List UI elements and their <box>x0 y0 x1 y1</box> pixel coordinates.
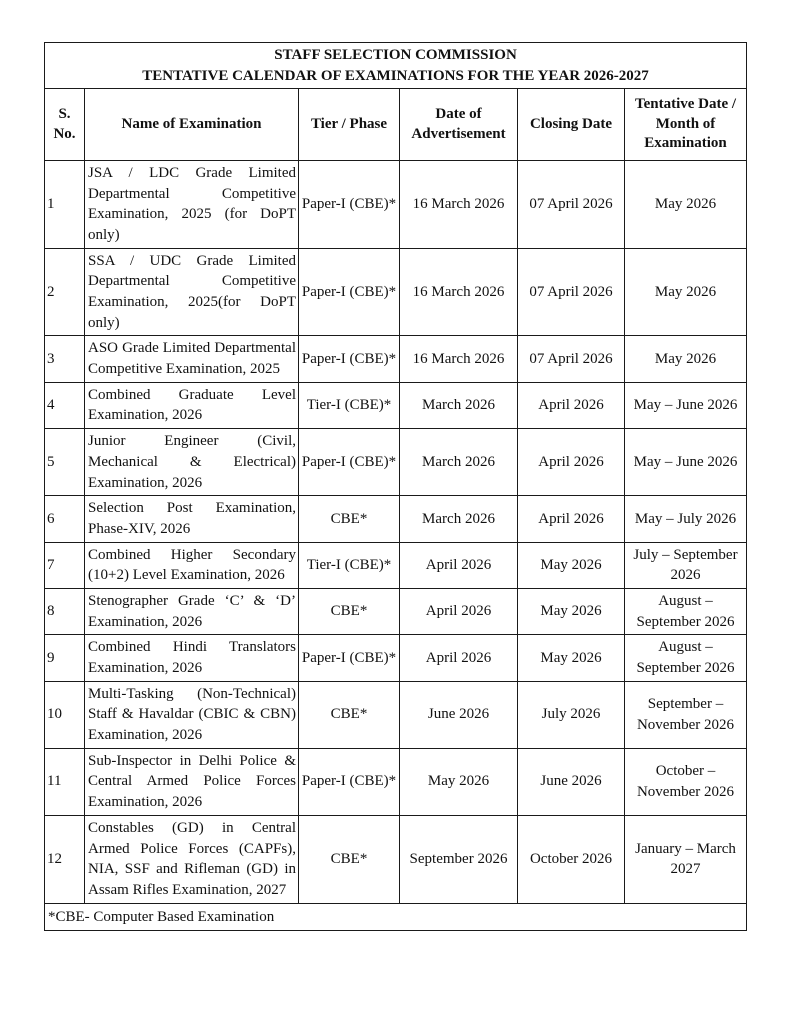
cell-advertisement-date: 16 March 2026 <box>400 248 518 336</box>
table-row <box>45 382 747 428</box>
footnote: *CBE- Computer Based Examination <box>45 903 747 930</box>
cell-exam-name: Combined Hindi Translators Examination, 2026 <box>85 635 299 681</box>
footnote-row <box>45 903 747 930</box>
cell-exam-name: Multi-Tasking (Non-Technical) Staff & Havaldar (CBIC & CBN) Examination, 2026 <box>85 681 299 748</box>
cell-advertisement-date: 16 March 2026 <box>400 336 518 382</box>
table-row <box>45 748 747 815</box>
col-header-tier-phase: Tier / Phase <box>299 89 400 161</box>
cell-tentative-date: September – November 2026 <box>625 681 747 748</box>
cell-serial-number: 1 <box>45 160 85 248</box>
cell-tentative-date: July – September 2026 <box>625 542 747 588</box>
cell-advertisement-date: April 2026 <box>400 542 518 588</box>
cell-closing-date: April 2026 <box>518 496 625 542</box>
cell-exam-name: Sub-Inspector in Delhi Police & Central Armed Police Forces Examination, 2026 <box>85 748 299 815</box>
cell-tier-phase: Tier-I (CBE)* <box>299 382 400 428</box>
cell-advertisement-date: April 2026 <box>400 588 518 634</box>
cell-closing-date: July 2026 <box>518 681 625 748</box>
cell-exam-name: Combined Graduate Level Examination, 2026 <box>85 382 299 428</box>
table-row <box>45 542 747 588</box>
table-body <box>45 160 747 903</box>
cell-tentative-date: May 2026 <box>625 160 747 248</box>
header-row <box>45 89 747 161</box>
title-row <box>45 43 747 89</box>
cell-serial-number: 9 <box>45 635 85 681</box>
cell-serial-number: 11 <box>45 748 85 815</box>
title-line-1: STAFF SELECTION COMMISSION <box>274 47 517 63</box>
table-row <box>45 815 747 903</box>
cell-serial-number: 5 <box>45 429 85 496</box>
document-title <box>45 43 747 89</box>
cell-exam-name: Junior Engineer (Civil, Mechanical & Electrical) Examination, 2026 <box>85 429 299 496</box>
cell-tier-phase: CBE* <box>299 588 400 634</box>
cell-tentative-date: August – September 2026 <box>625 635 747 681</box>
table-row <box>45 681 747 748</box>
cell-tier-phase: Paper-I (CBE)* <box>299 429 400 496</box>
cell-exam-name: SSA / UDC Grade Limited Departmental Competitive Examination, 2025(for DoPT only) <box>85 248 299 336</box>
cell-tentative-date: May – June 2026 <box>625 382 747 428</box>
title-line-2: TENTATIVE CALENDAR OF EXAMINATIONS FOR THE YEAR 2026-2027 <box>142 67 649 84</box>
cell-tier-phase: Tier-I (CBE)* <box>299 542 400 588</box>
cell-advertisement-date: September 2026 <box>400 815 518 903</box>
cell-closing-date: May 2026 <box>518 588 625 634</box>
cell-advertisement-date: June 2026 <box>400 681 518 748</box>
table-row <box>45 160 747 248</box>
cell-tier-phase: Paper-I (CBE)* <box>299 336 400 382</box>
cell-tier-phase: Paper-I (CBE)* <box>299 748 400 815</box>
cell-closing-date: June 2026 <box>518 748 625 815</box>
col-header-advertisement-date: Date of Advertisement <box>400 89 518 161</box>
cell-tentative-date: May – July 2026 <box>625 496 747 542</box>
cell-tentative-date: May 2026 <box>625 248 747 336</box>
exam-calendar-table <box>44 42 747 931</box>
cell-serial-number: 6 <box>45 496 85 542</box>
cell-closing-date: 07 April 2026 <box>518 248 625 336</box>
cell-closing-date: April 2026 <box>518 429 625 496</box>
cell-serial-number: 8 <box>45 588 85 634</box>
table-row <box>45 336 747 382</box>
cell-tentative-date: May 2026 <box>625 336 747 382</box>
col-header-serial-number: S. No. <box>45 89 85 161</box>
cell-tier-phase: CBE* <box>299 496 400 542</box>
table-row <box>45 635 747 681</box>
cell-serial-number: 10 <box>45 681 85 748</box>
table-row <box>45 429 747 496</box>
table-row <box>45 496 747 542</box>
cell-exam-name: Constables (GD) in Central Armed Police Forces (CAPFs), NIA, SSF and Rifleman (GD) in Assam Rifles Examination, 2027 <box>85 815 299 903</box>
cell-tier-phase: Paper-I (CBE)* <box>299 248 400 336</box>
cell-advertisement-date: March 2026 <box>400 382 518 428</box>
cell-tier-phase: CBE* <box>299 815 400 903</box>
cell-serial-number: 12 <box>45 815 85 903</box>
cell-serial-number: 2 <box>45 248 85 336</box>
cell-advertisement-date: March 2026 <box>400 429 518 496</box>
cell-closing-date: October 2026 <box>518 815 625 903</box>
cell-advertisement-date: 16 March 2026 <box>400 160 518 248</box>
cell-closing-date: May 2026 <box>518 542 625 588</box>
cell-closing-date: 07 April 2026 <box>518 160 625 248</box>
cell-tentative-date: January – March 2027 <box>625 815 747 903</box>
cell-advertisement-date: March 2026 <box>400 496 518 542</box>
cell-tentative-date: August – September 2026 <box>625 588 747 634</box>
cell-tier-phase: Paper-I (CBE)* <box>299 635 400 681</box>
cell-closing-date: May 2026 <box>518 635 625 681</box>
cell-tentative-date: October – November 2026 <box>625 748 747 815</box>
cell-tier-phase: Paper-I (CBE)* <box>299 160 400 248</box>
cell-closing-date: April 2026 <box>518 382 625 428</box>
cell-advertisement-date: May 2026 <box>400 748 518 815</box>
cell-serial-number: 4 <box>45 382 85 428</box>
table-row <box>45 588 747 634</box>
cell-tentative-date: May – June 2026 <box>625 429 747 496</box>
col-header-tentative-date: Tentative Date / Month of Examination <box>625 89 747 161</box>
cell-exam-name: Combined Higher Secondary (10+2) Level Examination, 2026 <box>85 542 299 588</box>
col-header-exam-name: Name of Examination <box>85 89 299 161</box>
cell-serial-number: 7 <box>45 542 85 588</box>
cell-serial-number: 3 <box>45 336 85 382</box>
cell-tier-phase: CBE* <box>299 681 400 748</box>
cell-exam-name: Stenographer Grade ‘C’ & ‘D’ Examination, 2026 <box>85 588 299 634</box>
col-header-closing-date: Closing Date <box>518 89 625 161</box>
cell-closing-date: 07 April 2026 <box>518 336 625 382</box>
cell-exam-name: Selection Post Examination, Phase-XIV, 2026 <box>85 496 299 542</box>
cell-advertisement-date: April 2026 <box>400 635 518 681</box>
cell-exam-name: ASO Grade Limited Departmental Competitive Examination, 2025 <box>85 336 299 382</box>
table-row <box>45 248 747 336</box>
cell-exam-name: JSA / LDC Grade Limited Departmental Competitive Examination, 2025 (for DoPT only) <box>85 160 299 248</box>
